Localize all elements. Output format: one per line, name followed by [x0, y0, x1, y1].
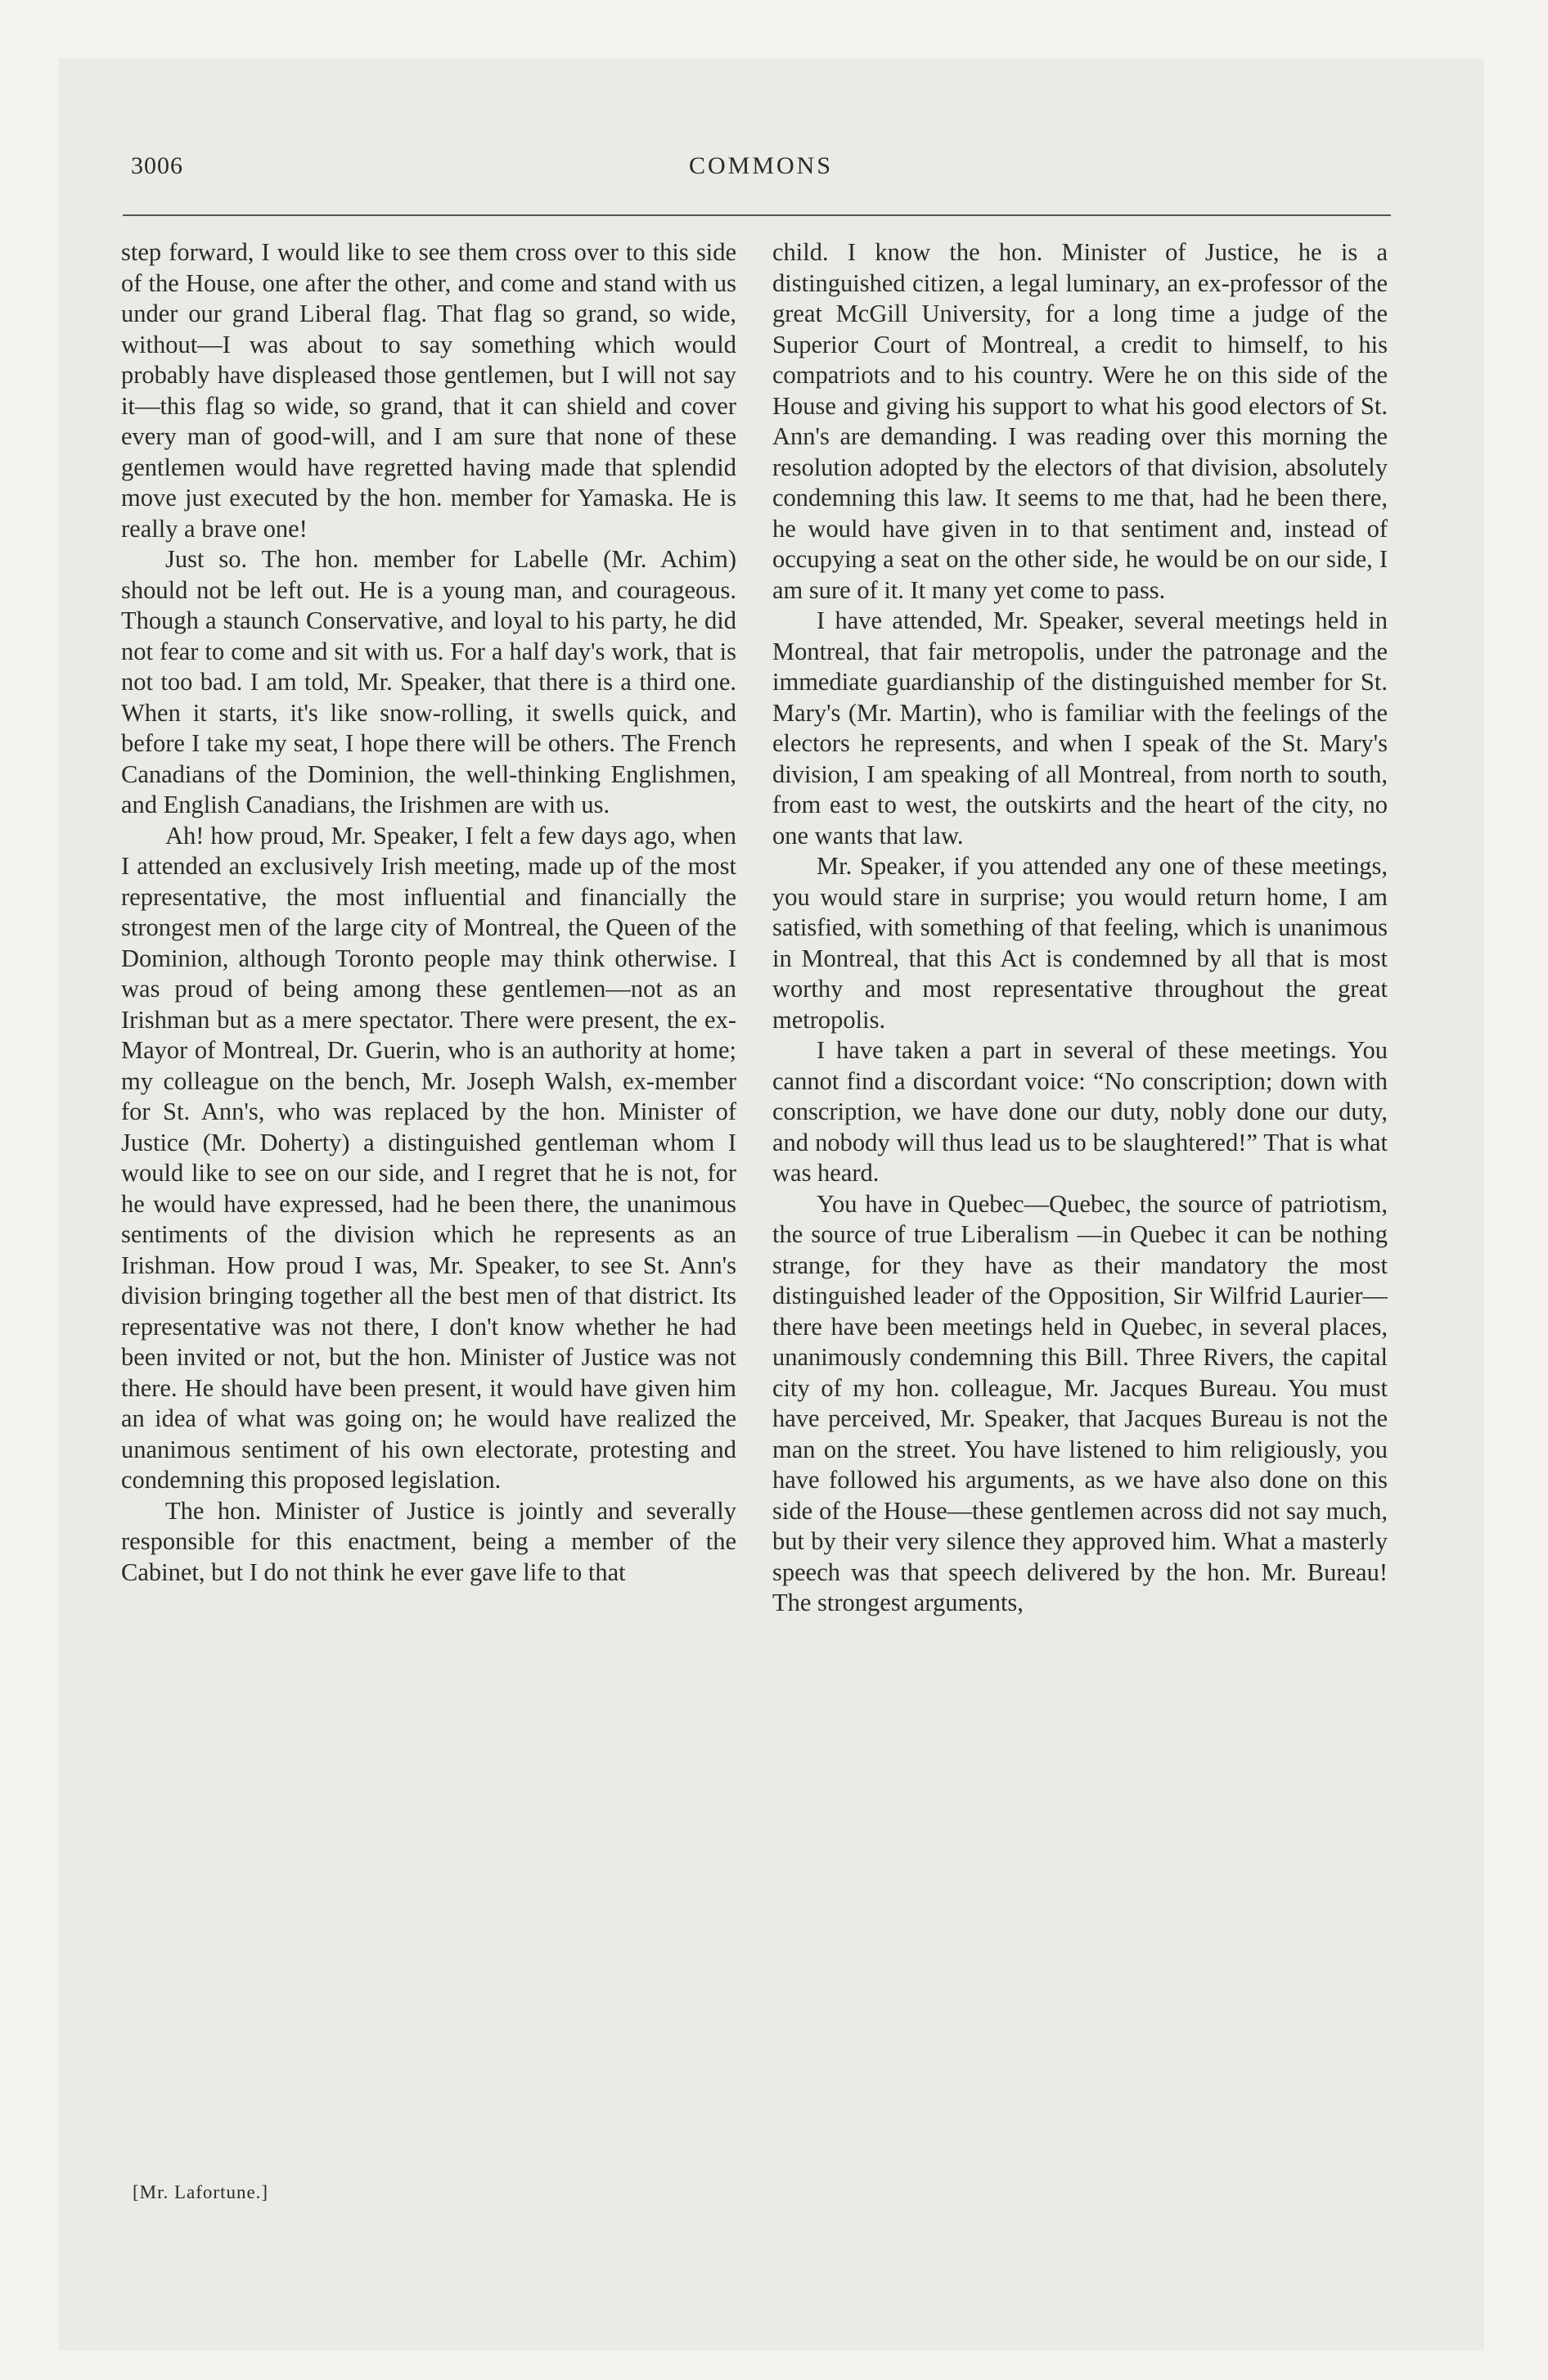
paragraph: You have in Quebec—Quebec, the source of patriotism, the source of true Liberalism —in Quebec it can be nothing strange, for they have as their mandatory the most distinguished leader of the Opposition, Sir Wilfrid Laurier—there have been meetings held in Quebec, in several places, unanimously condemning this Bill. Three Rivers, the capital city of my hon. colleague, Mr. Jacques Bureau. You must have perceived, Mr. Speaker, that Jacques Bureau is not the man on the street. You have listened to him religiously, you have followed his arguments, as we have also done on this side of the House—these gentlemen across did not say much, but by their very silence they approved him. What a masterly speech was that speech delivered by the hon. Mr. Bureau! The strongest arguments, — [772, 1189, 1388, 1616]
paragraph: Just so. The hon. member for Labelle (Mr. Achim) should not be left out. He is a young man, and courageous. Though a staunch Conservative, and loyal to his party, he did not fear to come and sit with us. For a half day's work, that is not too bad. I am told, Mr. Speaker, that there is a third one. When it starts, it's like snow-rolling, it swells quick, and before I take my seat, I hope there will be others. The French Canadians of the Dominion, the well-thinking Englishmen, and English Canadians, the Irishmen are with us. — [121, 545, 736, 818]
paragraph: I have attended, Mr. Speaker, several meetings held in Montreal, that fair metropolis, under the patronage and the immediate guardianship of the distinguished member for St. Mary's (Mr. Martin), who is familiar with the feelings of the electors he represents, and when I speak of the St. Mary's division, I am speaking of all Montreal, from north to south, from east to west, the outskirts and the heart of the city, no one wants that law. — [772, 606, 1388, 850]
paragraph: Ah! how proud, Mr. Speaker, I felt a few days ago, when I attended an exclusively Irish meeting, made up of the most representative, the most influential and financially the strongest men of the large city of Montreal, the Queen of the Dominion, although Toronto people may think otherwise. I was proud of being among these gentlemen—not as an Irishman but as a mere spectator. There were present, the ex-Mayor of Montreal, Dr. Guerin, who is an authority at home; my colleague on the bench, Mr. Joseph Walsh, ex-member for St. Ann's, who was replaced by the hon. Minister of Justice (Mr. Doherty) a distinguished gentleman whom I would like to see on our side, and I regret that he is not, for he would have expressed, had he been there, the unanimous sentiments of the division which he represents as an Irishman. How proud I was, Mr. Speaker, to see St. Ann's division bringing together all the best men of that district. Its representative was not there, I don't know whether he had been invited or not, but the hon. Minister of Justice was not there. He should have been present, it would have given him an idea of what was going on; he would have realized the unanimous sentiment of his own electorate, protesting and condemning this proposed legislation. — [121, 821, 736, 1494]
paragraph: I have taken a part in several of these meetings. You cannot find a discordant voice: “No conscription; down with conscription, we have done our duty, nobly done our duty, and nobody will thus lead us to be slaughtered!” That is what was heard. — [772, 1036, 1388, 1187]
paragraph: The hon. Minister of Justice is jointly and severally responsible for this enactment, being a member of the Cabinet, but I do not think he ever gave life to that — [121, 1496, 736, 1586]
running-title: COMMONS — [688, 152, 834, 179]
right-column — [772, 237, 1388, 2226]
page-header — [131, 152, 1391, 193]
paragraph: Mr. Speaker, if you attended any one of these meetings, you would stare in surprise; you would return home, I am satisfied, with something of that feeling, which is unanimous in Montreal, that this Act is condemned by all that is most worthy and most representative throughout the great metropolis. — [772, 852, 1388, 1034]
left-column — [121, 237, 736, 2226]
header-rule — [123, 214, 1391, 216]
page-number: 3006 — [131, 152, 183, 179]
speaker-note: [Mr. Lafortune.] — [133, 2182, 269, 2202]
paragraph: child. I know the hon. Minister of Justice, he is a distinguished citizen, a legal luminary, an ex-professor of the great McGill University, for a long time a judge of the Superior Court of Montreal, a credit to himself, to his compatriots and to his country. Were he on this side of the House and giving his support to what his good electors of St. Ann's are demanding. I was reading over this morning the resolution adopted by the electors of that division, absolutely condemning this law. It seems to me that, had he been there, he would have given in to that sentiment and, instead of occupying a seat on the other side, he would be on our side, I am sure of it. It many yet come to pass. — [772, 238, 1388, 604]
paragraph: step forward, I would like to see them cross over to this side of the House, one after the other, and come and stand with us under our grand Liberal flag. That flag so grand, so wide, without—I was about to say something which would probably have displeased those gentlemen, but I will not say it—this flag so wide, so grand, that it can shield and cover every man of good-will, and I am sure that none of these gentlemen would have regretted having made that splendid move just executed by the hon. member for Yamaska. He is really a brave one! — [121, 238, 736, 543]
